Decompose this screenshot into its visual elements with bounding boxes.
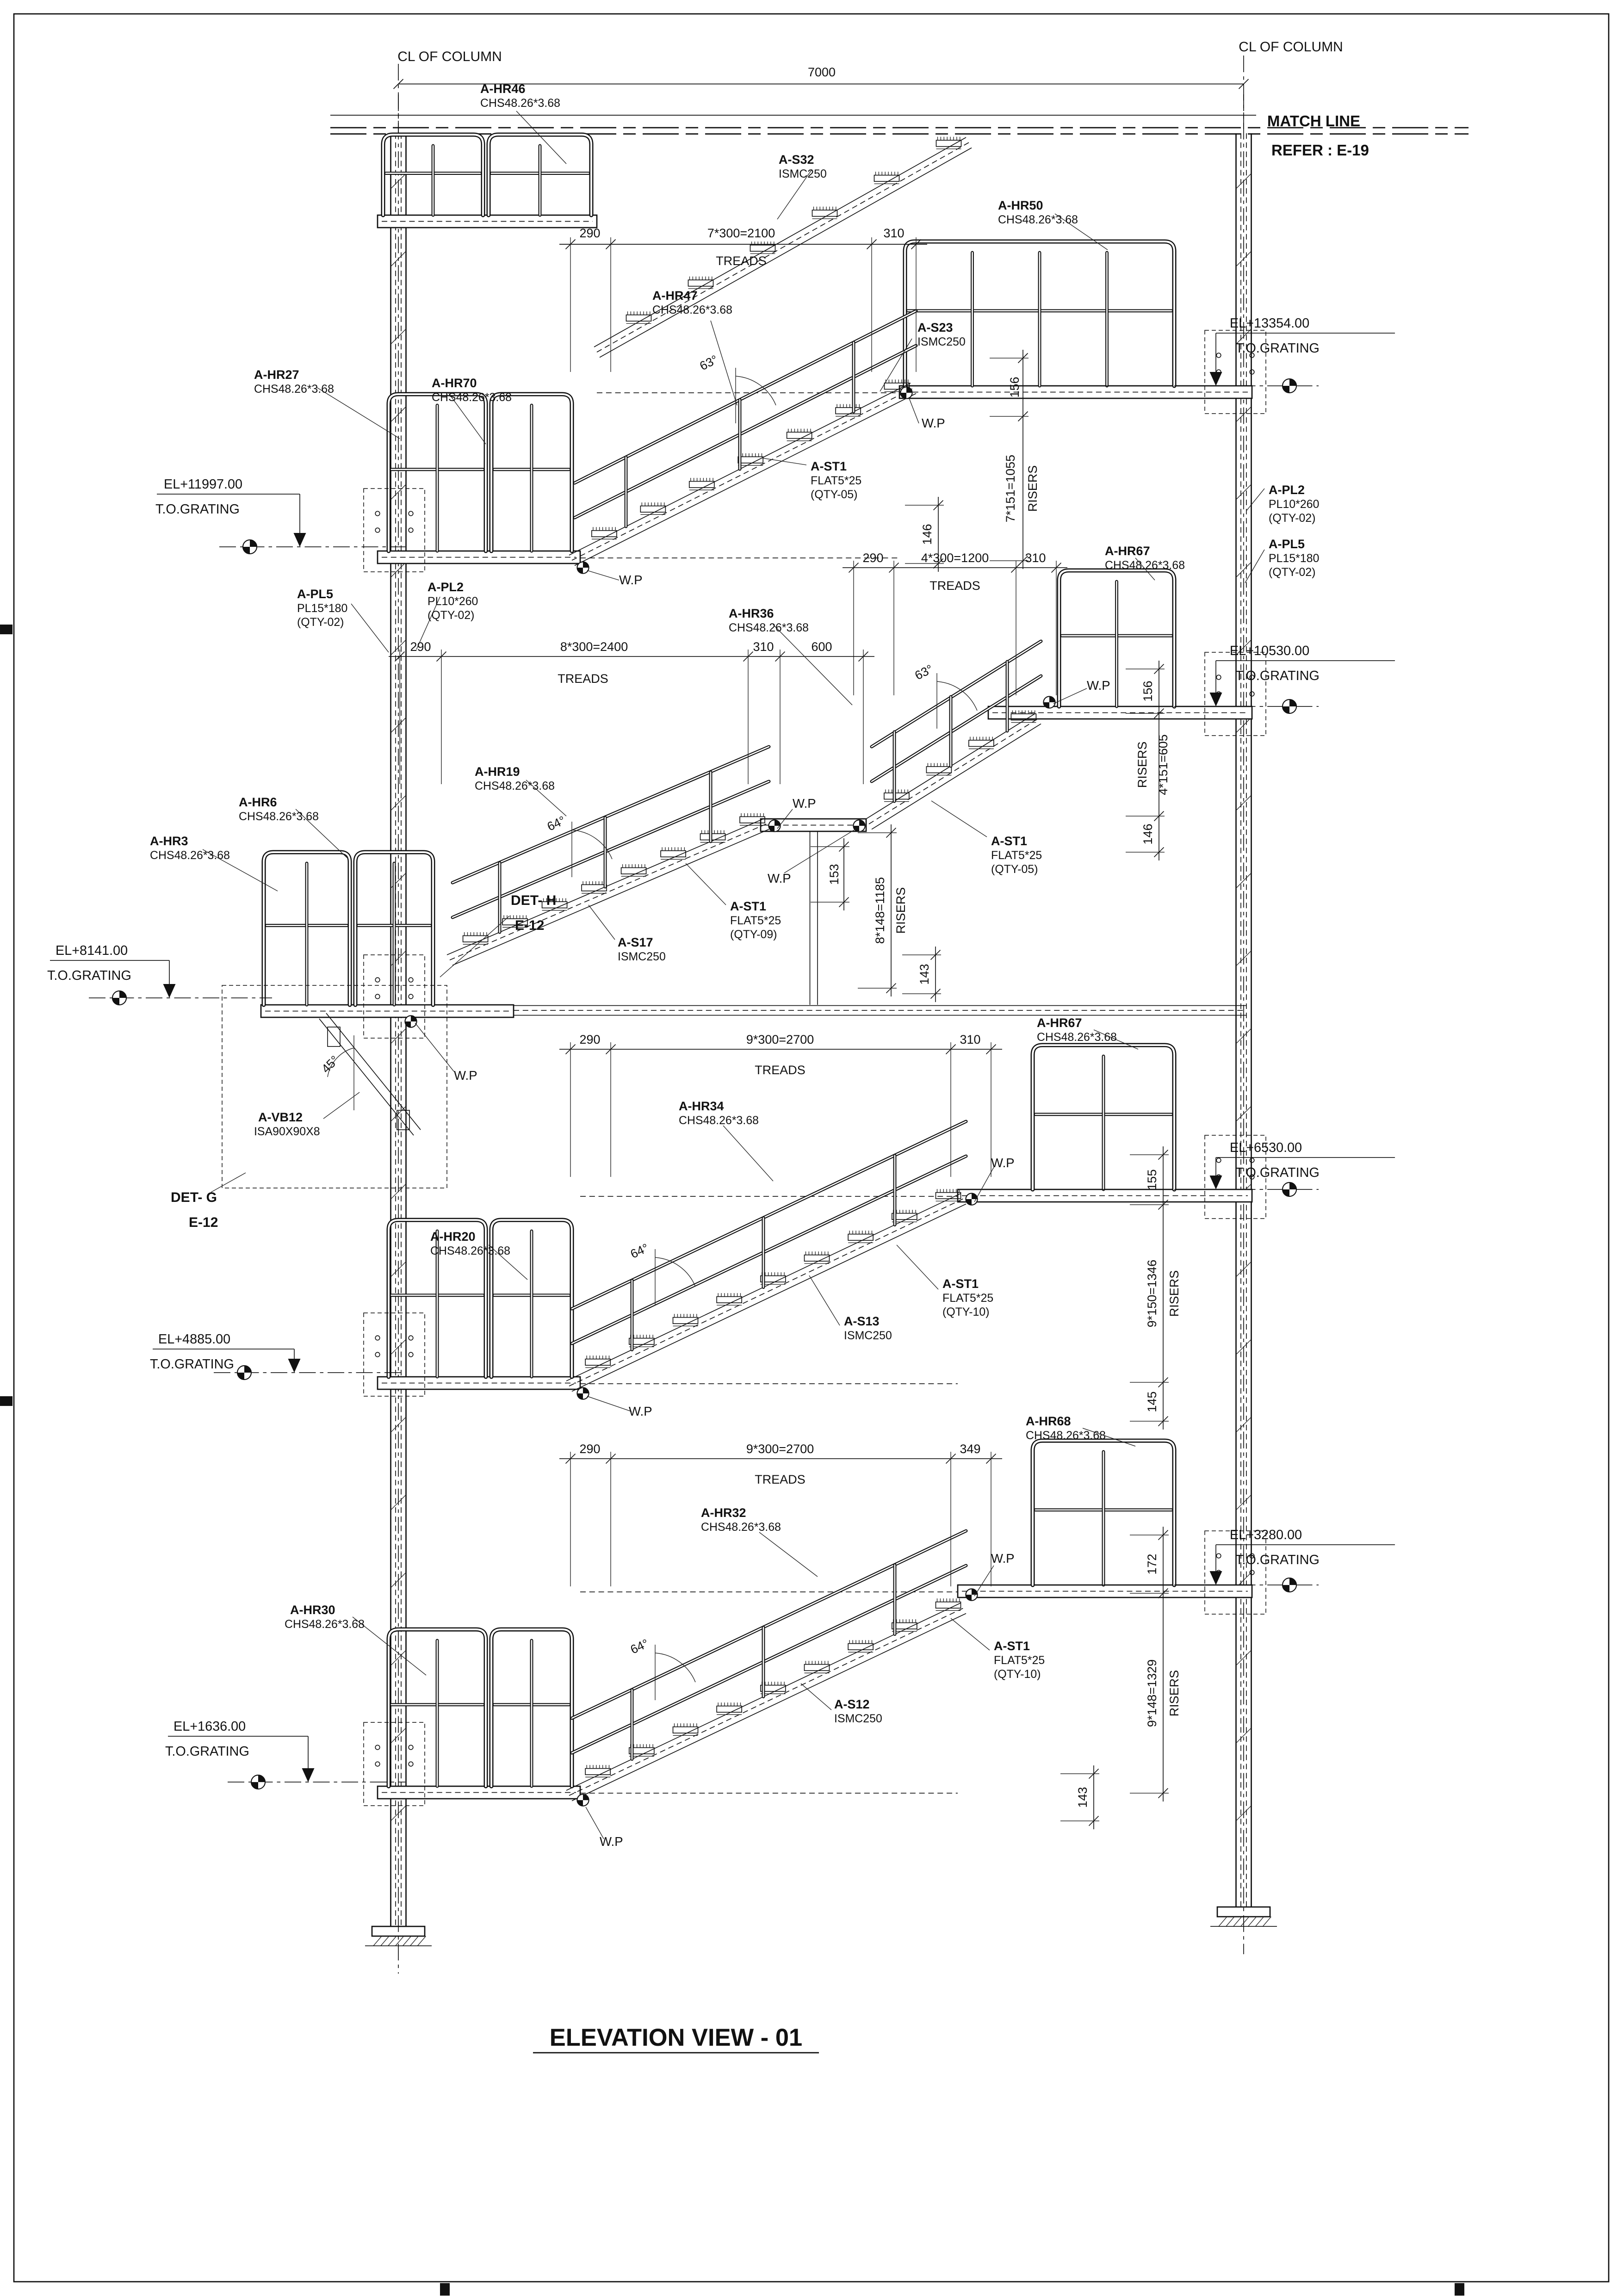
el-right-3: EL+3280.00 (1230, 1528, 1302, 1543)
label-a-s12: A-S12 (834, 1697, 870, 1712)
spec-a-pl5-right: PL15*180 (1269, 552, 1319, 565)
spec-a-hr50: CHS48.26*3.68 (998, 213, 1078, 227)
label-a-st1-f2-lower: A-ST1 (730, 899, 767, 914)
wp-10: W.P (600, 1834, 623, 1849)
label-a-s23: A-S23 (917, 321, 953, 335)
wp-7: W.P (991, 1156, 1015, 1170)
angle-brace: 45° (318, 1052, 342, 1076)
treads-f4: TREADS (755, 1473, 805, 1487)
label-a-hr27: A-HR27 (254, 368, 299, 382)
detail-h-name: DET- H (511, 893, 557, 909)
spec-a-pl2-right: PL10*260 (1269, 498, 1319, 511)
label-a-hr34: A-HR34 (679, 1099, 724, 1114)
sheet-frame (0, 14, 1609, 2296)
dim-f4-left: 290 (579, 1442, 601, 1456)
label-a-s17: A-S17 (618, 935, 653, 950)
dim-f2l-bottom: 143 (917, 964, 932, 985)
qty-a-st1-f2-lower: (QTY-09) (730, 928, 777, 941)
detail-h-sheet: E-12 (515, 918, 545, 934)
dim-f3-bottom: 145 (1145, 1391, 1159, 1412)
angle-f2-upper: 63° (912, 662, 935, 683)
label-a-hr67-upper: A-HR67 (1105, 544, 1150, 558)
wp-3: W.P (1087, 678, 1110, 693)
tog-right-2: T.O.GRATING (1235, 1165, 1319, 1181)
dim-f1-right: 310 (883, 226, 904, 241)
dim-f2u-bottom: 146 (1141, 823, 1155, 845)
dim-f3-run: 9*300=2700 (746, 1033, 814, 1047)
el-left-2: EL+4885.00 (158, 1332, 231, 1347)
angle-f2-lower: 64° (545, 813, 568, 834)
spec-a-s13: ISMC250 (844, 1329, 892, 1343)
spec-a-s23: ISMC250 (917, 335, 966, 349)
frame-mark-left-1 (0, 625, 12, 634)
spec-a-hr68: CHS48.26*3.68 (1026, 1429, 1106, 1442)
risers-f1: RISERS (1026, 465, 1040, 512)
label-a-s13: A-S13 (844, 1314, 880, 1329)
cl-of-column-left: CL OF COLUMN (397, 49, 502, 65)
label-a-hr46: A-HR46 (480, 82, 526, 96)
label-a-hr47: A-HR47 (652, 289, 698, 303)
dim-f3-right: 310 (960, 1033, 981, 1047)
match-line-refer: REFER : E-19 (1271, 142, 1369, 159)
el-left-3: EL+1636.00 (173, 1719, 246, 1734)
tog-left-1: T.O.GRATING (47, 968, 131, 984)
label-a-hr50: A-HR50 (998, 198, 1043, 213)
tog-left-2: T.O.GRATING (150, 1357, 234, 1372)
qty-a-st1-f1: (QTY-05) (811, 488, 858, 501)
qty-a-st1-f4: (QTY-10) (994, 1668, 1041, 1681)
dim-f2u-right: 310 (1025, 551, 1046, 565)
dim-f2l-top: 153 (827, 864, 842, 885)
treads-f2l: TREADS (558, 672, 608, 686)
detail-g-sheet: E-12 (189, 1215, 218, 1231)
spec-a-hr20: CHS48.26*3.68 (430, 1244, 511, 1258)
label-a-hr30: A-HR30 (290, 1603, 335, 1617)
dim-f2l-mid: 600 (811, 640, 832, 654)
wp-6: W.P (454, 1068, 477, 1083)
dim-f3-top: 155 (1145, 1169, 1159, 1190)
dim-f2l-rise: 8*148=1185 (873, 877, 887, 944)
label-a-st1-f1: A-ST1 (811, 459, 847, 474)
wp-4: W.P (793, 796, 816, 811)
label-a-pl5-right: A-PL5 (1269, 537, 1305, 551)
spec-a-hr19: CHS48.26*3.68 (475, 780, 555, 793)
span-dim: 7000 (808, 65, 836, 80)
dim-f2l-run: 8*300=2400 (560, 640, 628, 654)
el-right-1: EL+10530.00 (1230, 644, 1310, 659)
label-a-hr20: A-HR20 (430, 1230, 476, 1244)
el-left-0: EL+11997.00 (164, 477, 243, 492)
dim-f3-rise: 9*150=1346 (1145, 1259, 1159, 1328)
dim-f2u-top: 156 (1141, 681, 1155, 702)
qty-a-pl2-left: (QTY-02) (427, 609, 475, 622)
wp-5: W.P (768, 871, 791, 886)
qty-a-st1-f2: (QTY-05) (991, 863, 1038, 876)
risers-f4: RISERS (1167, 1670, 1182, 1717)
dim-f1-bottom: 146 (920, 524, 935, 545)
match-line-label: MATCH LINE (1267, 112, 1361, 130)
frame-mark-bottom-1 (440, 2283, 450, 2296)
dim-f4-top: 172 (1145, 1553, 1159, 1575)
risers-f2u: RISERS (1135, 741, 1150, 788)
el-right-2: EL+6530.00 (1230, 1140, 1302, 1156)
label-a-hr68: A-HR68 (1026, 1414, 1071, 1429)
el-left-1: EL+8141.00 (56, 943, 128, 959)
spec-a-st1-f4: FLAT5*25 (994, 1654, 1045, 1667)
spec-a-st1-f3: FLAT5*25 (942, 1292, 994, 1305)
spec-a-hr70: CHS48.26*3.68 (432, 391, 512, 404)
spec-a-hr6: CHS48.26*3.68 (239, 810, 319, 823)
risers-f2l: RISERS (894, 887, 908, 934)
spec-a-pl5-left: PL15*180 (297, 602, 348, 615)
angle-f1: 63° (697, 352, 720, 373)
dim-f2u-left: 290 (862, 551, 884, 565)
dim-f4-run: 9*300=2700 (746, 1442, 814, 1456)
wp-8: W.P (629, 1404, 652, 1419)
label-a-pl5-left: A-PL5 (297, 587, 334, 601)
handrails (264, 135, 1174, 1786)
dim-f4-rise: 9*148=1329 (1145, 1659, 1159, 1727)
columns (365, 94, 1277, 1974)
angle-f4: 64° (628, 1636, 651, 1657)
treads-f3: TREADS (755, 1063, 805, 1077)
sheet-title: ELEVATION VIEW - 01 (549, 2024, 803, 2052)
label-a-hr3: A-HR3 (150, 834, 188, 848)
elevation-markers (50, 333, 1395, 1789)
dim-f2u-run: 4*300=1200 (921, 551, 989, 565)
angle-f3: 64° (628, 1240, 651, 1261)
leader-lines (203, 111, 1264, 1839)
dim-f3-left: 290 (579, 1033, 601, 1047)
spec-a-hr46: CHS48.26*3.68 (480, 97, 561, 110)
dim-f1-rise: 7*151=1055 (1004, 454, 1018, 523)
spec-a-hr47: CHS48.26*3.68 (652, 303, 733, 317)
spec-a-st1-f2-lower: FLAT5*25 (730, 914, 781, 928)
label-a-st1-f2: A-ST1 (991, 834, 1028, 848)
treads-f1: TREADS (716, 254, 767, 268)
treads-f2u: TREADS (929, 579, 980, 593)
spec-a-vb12: ISA90X90X8 (254, 1125, 320, 1139)
spec-a-hr34: CHS48.26*3.68 (679, 1114, 759, 1127)
dim-f1-run: 7*300=2100 (707, 226, 775, 241)
qty-a-pl2-right: (QTY-02) (1269, 512, 1316, 525)
cl-of-column-right: CL OF COLUMN (1239, 39, 1343, 55)
spec-a-hr36: CHS48.26*3.68 (729, 621, 809, 635)
dim-f2u-rise: 4*151=605 (1156, 734, 1171, 795)
frame-mark-left-2 (0, 1396, 12, 1406)
spec-a-hr67-upper: CHS48.26*3.68 (1105, 559, 1185, 572)
label-a-st1-f4: A-ST1 (994, 1639, 1030, 1653)
dim-f2l-right: 310 (753, 640, 774, 654)
dim-f4-bottom: 143 (1076, 1787, 1090, 1808)
spec-a-s12: ISMC250 (834, 1712, 882, 1726)
spec-a-hr67-mid: CHS48.26*3.68 (1037, 1031, 1117, 1044)
label-a-s32: A-S32 (779, 153, 814, 167)
tog-right-1: T.O.GRATING (1235, 668, 1319, 684)
spec-a-s17: ISMC250 (618, 950, 666, 964)
dim-f4-right: 349 (960, 1442, 981, 1456)
spec-a-pl2-left: PL10*260 (427, 595, 478, 608)
detail-g-name: DET- G (171, 1190, 217, 1206)
label-a-st1-f3: A-ST1 (942, 1277, 979, 1291)
label-a-pl2-right: A-PL2 (1269, 483, 1305, 497)
dim-f1-top: 156 (1008, 377, 1022, 398)
qty-a-pl5-left: (QTY-02) (297, 616, 344, 629)
label-a-hr32: A-HR32 (701, 1506, 746, 1520)
tog-right-3: T.O.GRATING (1235, 1553, 1319, 1568)
label-a-hr67-mid: A-HR67 (1037, 1016, 1082, 1030)
spec-a-hr27: CHS48.26*3.68 (254, 383, 335, 396)
spec-a-hr32: CHS48.26*3.68 (701, 1521, 781, 1534)
label-a-hr36: A-HR36 (729, 606, 774, 621)
tog-left-3: T.O.GRATING (165, 1744, 249, 1759)
label-a-hr19: A-HR19 (475, 765, 520, 779)
dim-f2l-left: 290 (410, 640, 431, 654)
label-a-hr70: A-HR70 (432, 376, 477, 390)
label-a-pl2-left: A-PL2 (427, 580, 464, 594)
tog-left-0: T.O.GRATING (155, 502, 240, 517)
wp-9: W.P (991, 1551, 1015, 1566)
spec-a-st1-f2: FLAT5*25 (991, 849, 1042, 862)
qty-a-st1-f3: (QTY-10) (942, 1306, 990, 1319)
wp-1: W.P (922, 416, 945, 431)
label-a-vb12: A-VB12 (258, 1110, 303, 1125)
tog-right-0: T.O.GRATING (1235, 341, 1319, 356)
label-a-hr6: A-HR6 (239, 795, 277, 810)
risers-f3: RISERS (1167, 1270, 1182, 1317)
el-right-0: EL+13354.00 (1230, 316, 1310, 331)
dim-f1-left: 290 (579, 226, 601, 241)
spec-a-hr3: CHS48.26*3.68 (150, 849, 230, 862)
spec-a-st1-f1: FLAT5*25 (811, 474, 862, 488)
spec-a-hr30: CHS48.26*3.68 (285, 1618, 365, 1631)
wp-2: W.P (619, 573, 643, 588)
qty-a-pl5-right: (QTY-02) (1269, 566, 1316, 579)
frame-mark-bottom-2 (1455, 2283, 1464, 2296)
spec-a-s32: ISMC250 (779, 167, 827, 181)
